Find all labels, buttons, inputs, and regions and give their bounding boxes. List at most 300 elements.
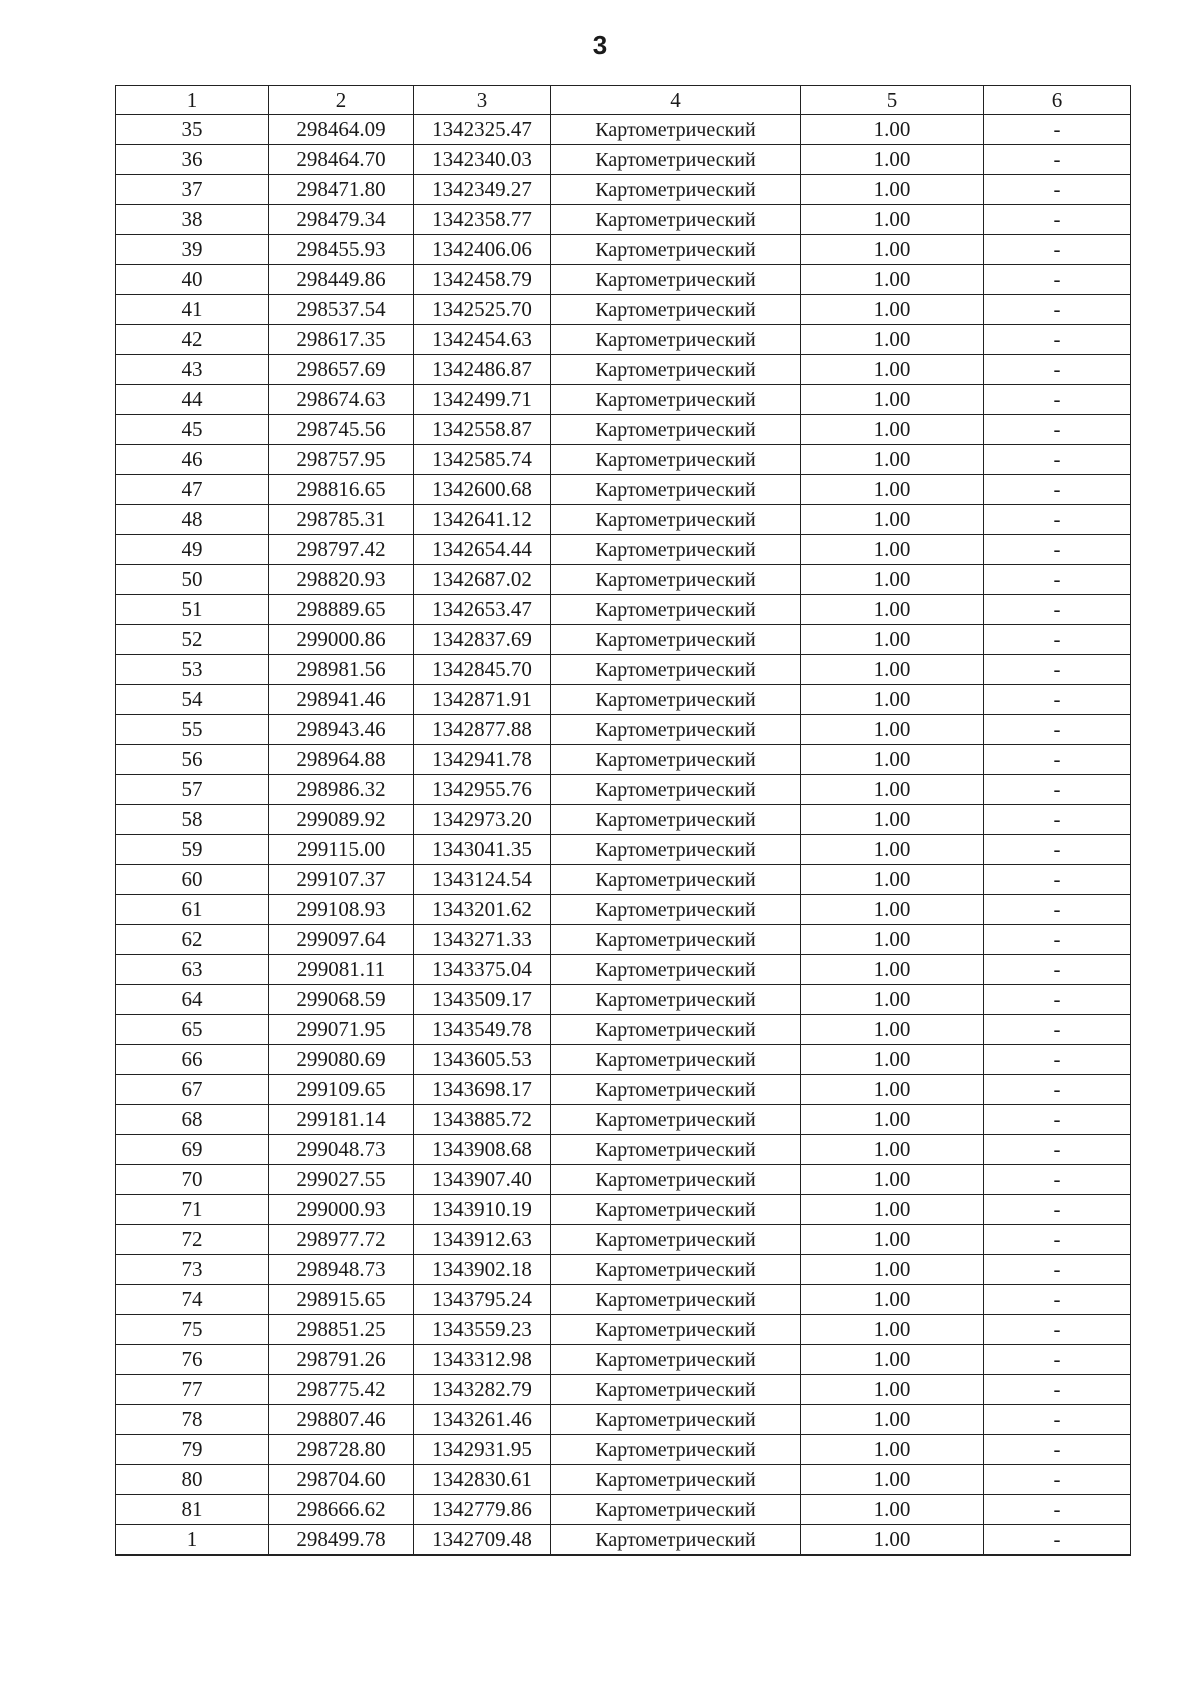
y-coordinate-cell: 1342641.12 — [414, 505, 551, 535]
point-number-cell: 81 — [116, 1495, 269, 1525]
y-coordinate-cell: 1342709.48 — [414, 1525, 551, 1556]
point-number-cell: 65 — [116, 1015, 269, 1045]
table-row — [116, 1195, 1131, 1225]
note-cell: - — [984, 625, 1131, 655]
accuracy-cell: 1.00 — [801, 895, 984, 925]
table-row — [116, 115, 1131, 145]
table-row — [116, 775, 1131, 805]
x-coordinate-cell: 298986.32 — [269, 775, 414, 805]
x-coordinate-cell: 299181.14 — [269, 1105, 414, 1135]
note-cell: - — [984, 295, 1131, 325]
note-cell: - — [984, 355, 1131, 385]
x-coordinate-cell: 298775.42 — [269, 1375, 414, 1405]
table-row — [116, 1135, 1131, 1165]
y-coordinate-cell: 1343907.40 — [414, 1165, 551, 1195]
note-cell: - — [984, 565, 1131, 595]
method-cell: Картометрический — [551, 1465, 801, 1495]
method-cell: Картометрический — [551, 1375, 801, 1405]
x-coordinate-cell: 298941.46 — [269, 685, 414, 715]
table-row — [116, 715, 1131, 745]
note-cell: - — [984, 505, 1131, 535]
accuracy-cell: 1.00 — [801, 955, 984, 985]
y-coordinate-cell: 1343902.18 — [414, 1255, 551, 1285]
method-cell: Картометрический — [551, 1075, 801, 1105]
note-cell: - — [984, 1315, 1131, 1345]
method-cell: Картометрический — [551, 445, 801, 475]
accuracy-cell: 1.00 — [801, 1195, 984, 1225]
table-row — [116, 925, 1131, 955]
note-cell: - — [984, 1135, 1131, 1165]
x-coordinate-cell: 298666.62 — [269, 1495, 414, 1525]
accuracy-cell: 1.00 — [801, 925, 984, 955]
point-number-cell: 73 — [116, 1255, 269, 1285]
y-coordinate-cell: 1343912.63 — [414, 1225, 551, 1255]
point-number-cell: 79 — [116, 1435, 269, 1465]
method-cell: Картометрический — [551, 625, 801, 655]
method-cell: Картометрический — [551, 475, 801, 505]
point-number-cell: 54 — [116, 685, 269, 715]
table-row — [116, 745, 1131, 775]
accuracy-cell: 1.00 — [801, 175, 984, 205]
y-coordinate-cell: 1342499.71 — [414, 385, 551, 415]
accuracy-cell: 1.00 — [801, 295, 984, 325]
accuracy-cell: 1.00 — [801, 1075, 984, 1105]
point-number-cell: 42 — [116, 325, 269, 355]
accuracy-cell: 1.00 — [801, 985, 984, 1015]
table-row — [116, 1015, 1131, 1045]
note-cell: - — [984, 1015, 1131, 1045]
accuracy-cell: 1.00 — [801, 475, 984, 505]
column-header: 5 — [801, 86, 984, 115]
method-cell: Картометрический — [551, 1285, 801, 1315]
table-row — [116, 1165, 1131, 1195]
x-coordinate-cell: 298449.86 — [269, 265, 414, 295]
method-cell: Картометрический — [551, 355, 801, 385]
accuracy-cell: 1.00 — [801, 1045, 984, 1075]
accuracy-cell: 1.00 — [801, 775, 984, 805]
column-header: 3 — [414, 86, 551, 115]
y-coordinate-cell: 1342340.03 — [414, 145, 551, 175]
accuracy-cell: 1.00 — [801, 205, 984, 235]
method-cell: Картометрический — [551, 1525, 801, 1556]
x-coordinate-cell: 298964.88 — [269, 745, 414, 775]
accuracy-cell: 1.00 — [801, 625, 984, 655]
point-number-cell: 66 — [116, 1045, 269, 1075]
table-row — [116, 1345, 1131, 1375]
x-coordinate-cell: 299027.55 — [269, 1165, 414, 1195]
point-number-cell: 77 — [116, 1375, 269, 1405]
table-body — [116, 115, 1131, 1556]
accuracy-cell: 1.00 — [801, 1525, 984, 1556]
point-number-cell: 64 — [116, 985, 269, 1015]
point-number-cell: 55 — [116, 715, 269, 745]
x-coordinate-cell: 298977.72 — [269, 1225, 414, 1255]
x-coordinate-cell: 299071.95 — [269, 1015, 414, 1045]
table-row — [116, 865, 1131, 895]
x-coordinate-cell: 299048.73 — [269, 1135, 414, 1165]
method-cell: Картометрический — [551, 1195, 801, 1225]
y-coordinate-cell: 1342931.95 — [414, 1435, 551, 1465]
point-number-cell: 43 — [116, 355, 269, 385]
point-number-cell: 80 — [116, 1465, 269, 1495]
method-cell: Картометрический — [551, 175, 801, 205]
note-cell: - — [984, 715, 1131, 745]
accuracy-cell: 1.00 — [801, 415, 984, 445]
x-coordinate-cell: 298915.65 — [269, 1285, 414, 1315]
y-coordinate-cell: 1342486.87 — [414, 355, 551, 385]
method-cell: Картометрический — [551, 1015, 801, 1045]
point-number-cell: 57 — [116, 775, 269, 805]
y-coordinate-cell: 1342973.20 — [414, 805, 551, 835]
method-cell: Картометрический — [551, 955, 801, 985]
x-coordinate-cell: 299107.37 — [269, 865, 414, 895]
method-cell: Картометрический — [551, 715, 801, 745]
x-coordinate-cell: 298704.60 — [269, 1465, 414, 1495]
table-row — [116, 1075, 1131, 1105]
accuracy-cell: 1.00 — [801, 1015, 984, 1045]
y-coordinate-cell: 1343261.46 — [414, 1405, 551, 1435]
point-number-cell: 56 — [116, 745, 269, 775]
method-cell: Картометрический — [551, 265, 801, 295]
y-coordinate-cell: 1342845.70 — [414, 655, 551, 685]
method-cell: Картометрический — [551, 505, 801, 535]
y-coordinate-cell: 1343375.04 — [414, 955, 551, 985]
header-row — [116, 86, 1131, 115]
point-number-cell: 69 — [116, 1135, 269, 1165]
table-row — [116, 1105, 1131, 1135]
method-cell: Картометрический — [551, 565, 801, 595]
table-row — [116, 895, 1131, 925]
x-coordinate-cell: 298657.69 — [269, 355, 414, 385]
point-number-cell: 44 — [116, 385, 269, 415]
y-coordinate-cell: 1342871.91 — [414, 685, 551, 715]
x-coordinate-cell: 298674.63 — [269, 385, 414, 415]
method-cell: Картометрический — [551, 1045, 801, 1075]
y-coordinate-cell: 1343885.72 — [414, 1105, 551, 1135]
table-row — [116, 1495, 1131, 1525]
note-cell: - — [984, 955, 1131, 985]
note-cell: - — [984, 1435, 1131, 1465]
x-coordinate-cell: 298820.93 — [269, 565, 414, 595]
table-row — [116, 1375, 1131, 1405]
note-cell: - — [984, 595, 1131, 625]
y-coordinate-cell: 1343312.98 — [414, 1345, 551, 1375]
note-cell: - — [984, 1105, 1131, 1135]
accuracy-cell: 1.00 — [801, 1465, 984, 1495]
table-row — [116, 685, 1131, 715]
x-coordinate-cell: 299108.93 — [269, 895, 414, 925]
point-number-cell: 35 — [116, 115, 269, 145]
accuracy-cell: 1.00 — [801, 445, 984, 475]
accuracy-cell: 1.00 — [801, 865, 984, 895]
coordinates-table — [115, 85, 1131, 1556]
method-cell: Картометрический — [551, 385, 801, 415]
y-coordinate-cell: 1342654.44 — [414, 535, 551, 565]
note-cell: - — [984, 1195, 1131, 1225]
note-cell: - — [984, 685, 1131, 715]
y-coordinate-cell: 1342687.02 — [414, 565, 551, 595]
accuracy-cell: 1.00 — [801, 805, 984, 835]
x-coordinate-cell: 298537.54 — [269, 295, 414, 325]
y-coordinate-cell: 1342830.61 — [414, 1465, 551, 1495]
y-coordinate-cell: 1342325.47 — [414, 115, 551, 145]
table-row — [116, 1255, 1131, 1285]
point-number-cell: 74 — [116, 1285, 269, 1315]
note-cell: - — [984, 205, 1131, 235]
point-number-cell: 51 — [116, 595, 269, 625]
point-number-cell: 53 — [116, 655, 269, 685]
point-number-cell: 76 — [116, 1345, 269, 1375]
accuracy-cell: 1.00 — [801, 1315, 984, 1345]
point-number-cell: 38 — [116, 205, 269, 235]
note-cell: - — [984, 985, 1131, 1015]
y-coordinate-cell: 1343124.54 — [414, 865, 551, 895]
x-coordinate-cell: 298728.80 — [269, 1435, 414, 1465]
y-coordinate-cell: 1343201.62 — [414, 895, 551, 925]
note-cell: - — [984, 1285, 1131, 1315]
accuracy-cell: 1.00 — [801, 145, 984, 175]
note-cell: - — [984, 925, 1131, 955]
x-coordinate-cell: 299109.65 — [269, 1075, 414, 1105]
table-row — [116, 385, 1131, 415]
method-cell: Картометрический — [551, 1105, 801, 1135]
method-cell: Картометрический — [551, 865, 801, 895]
point-number-cell: 48 — [116, 505, 269, 535]
accuracy-cell: 1.00 — [801, 685, 984, 715]
x-coordinate-cell: 299115.00 — [269, 835, 414, 865]
point-number-cell: 46 — [116, 445, 269, 475]
point-number-cell: 36 — [116, 145, 269, 175]
x-coordinate-cell: 298499.78 — [269, 1525, 414, 1556]
point-number-cell: 41 — [116, 295, 269, 325]
note-cell: - — [984, 265, 1131, 295]
table-row — [116, 655, 1131, 685]
table-row — [116, 445, 1131, 475]
method-cell: Картометрический — [551, 895, 801, 925]
method-cell: Картометрический — [551, 1315, 801, 1345]
note-cell: - — [984, 745, 1131, 775]
y-coordinate-cell: 1343910.19 — [414, 1195, 551, 1225]
accuracy-cell: 1.00 — [801, 325, 984, 355]
accuracy-cell: 1.00 — [801, 505, 984, 535]
page-number: 3 — [592, 30, 608, 60]
x-coordinate-cell: 298464.70 — [269, 145, 414, 175]
table-row — [116, 1315, 1131, 1345]
x-coordinate-cell: 298757.95 — [269, 445, 414, 475]
x-coordinate-cell: 298479.34 — [269, 205, 414, 235]
note-cell: - — [984, 535, 1131, 565]
accuracy-cell: 1.00 — [801, 385, 984, 415]
method-cell: Картометрический — [551, 595, 801, 625]
method-cell: Картометрический — [551, 145, 801, 175]
column-header: 6 — [984, 86, 1131, 115]
note-cell: - — [984, 655, 1131, 685]
y-coordinate-cell: 1342600.68 — [414, 475, 551, 505]
method-cell: Картометрический — [551, 985, 801, 1015]
y-coordinate-cell: 1343559.23 — [414, 1315, 551, 1345]
note-cell: - — [984, 415, 1131, 445]
table-row — [116, 415, 1131, 445]
x-coordinate-cell: 298745.56 — [269, 415, 414, 445]
point-number-cell: 63 — [116, 955, 269, 985]
accuracy-cell: 1.00 — [801, 565, 984, 595]
point-number-cell: 78 — [116, 1405, 269, 1435]
method-cell: Картометрический — [551, 325, 801, 355]
table-row — [116, 1465, 1131, 1495]
y-coordinate-cell: 1342779.86 — [414, 1495, 551, 1525]
note-cell: - — [984, 1465, 1131, 1495]
accuracy-cell: 1.00 — [801, 595, 984, 625]
method-cell: Картометрический — [551, 535, 801, 565]
y-coordinate-cell: 1343698.17 — [414, 1075, 551, 1105]
table-row — [116, 295, 1131, 325]
point-number-cell: 49 — [116, 535, 269, 565]
accuracy-cell: 1.00 — [801, 235, 984, 265]
accuracy-cell: 1.00 — [801, 1405, 984, 1435]
x-coordinate-cell: 298943.46 — [269, 715, 414, 745]
y-coordinate-cell: 1342525.70 — [414, 295, 551, 325]
point-number-cell: 45 — [116, 415, 269, 445]
table-row — [116, 265, 1131, 295]
table-row — [116, 835, 1131, 865]
note-cell: - — [984, 1165, 1131, 1195]
note-cell: - — [984, 1255, 1131, 1285]
note-cell: - — [984, 325, 1131, 355]
note-cell: - — [984, 1405, 1131, 1435]
y-coordinate-cell: 1342454.63 — [414, 325, 551, 355]
method-cell: Картометрический — [551, 745, 801, 775]
note-cell: - — [984, 1345, 1131, 1375]
x-coordinate-cell: 298464.09 — [269, 115, 414, 145]
point-number-cell: 1 — [116, 1525, 269, 1556]
method-cell: Картометрический — [551, 835, 801, 865]
x-coordinate-cell: 299097.64 — [269, 925, 414, 955]
y-coordinate-cell: 1342358.77 — [414, 205, 551, 235]
point-number-cell: 50 — [116, 565, 269, 595]
table-row — [116, 1285, 1131, 1315]
y-coordinate-cell: 1342349.27 — [414, 175, 551, 205]
accuracy-cell: 1.00 — [801, 1345, 984, 1375]
point-number-cell: 72 — [116, 1225, 269, 1255]
point-number-cell: 40 — [116, 265, 269, 295]
y-coordinate-cell: 1343509.17 — [414, 985, 551, 1015]
note-cell: - — [984, 835, 1131, 865]
x-coordinate-cell: 298791.26 — [269, 1345, 414, 1375]
accuracy-cell: 1.00 — [801, 835, 984, 865]
column-header: 2 — [269, 86, 414, 115]
x-coordinate-cell: 299068.59 — [269, 985, 414, 1015]
table-row — [116, 175, 1131, 205]
table-row — [116, 1405, 1131, 1435]
note-cell: - — [984, 175, 1131, 205]
x-coordinate-cell: 298981.56 — [269, 655, 414, 685]
point-number-cell: 68 — [116, 1105, 269, 1135]
table-row — [116, 205, 1131, 235]
accuracy-cell: 1.00 — [801, 355, 984, 385]
accuracy-cell: 1.00 — [801, 115, 984, 145]
point-number-cell: 58 — [116, 805, 269, 835]
method-cell: Картометрический — [551, 415, 801, 445]
table-row — [116, 145, 1131, 175]
point-number-cell: 71 — [116, 1195, 269, 1225]
table-row — [116, 805, 1131, 835]
point-number-cell: 75 — [116, 1315, 269, 1345]
table-row — [116, 1045, 1131, 1075]
table-row — [116, 595, 1131, 625]
note-cell: - — [984, 385, 1131, 415]
note-cell: - — [984, 1075, 1131, 1105]
method-cell: Картометрический — [551, 1345, 801, 1375]
method-cell: Картометрический — [551, 1165, 801, 1195]
table-row — [116, 955, 1131, 985]
method-cell: Картометрический — [551, 775, 801, 805]
y-coordinate-cell: 1342837.69 — [414, 625, 551, 655]
method-cell: Картометрический — [551, 1405, 801, 1435]
note-cell: - — [984, 775, 1131, 805]
y-coordinate-cell: 1343041.35 — [414, 835, 551, 865]
method-cell: Картометрический — [551, 655, 801, 685]
point-number-cell: 62 — [116, 925, 269, 955]
y-coordinate-cell: 1343271.33 — [414, 925, 551, 955]
accuracy-cell: 1.00 — [801, 1135, 984, 1165]
note-cell: - — [984, 1225, 1131, 1255]
point-number-cell: 59 — [116, 835, 269, 865]
method-cell: Картометрический — [551, 115, 801, 145]
accuracy-cell: 1.00 — [801, 1105, 984, 1135]
note-cell: - — [984, 145, 1131, 175]
note-cell: - — [984, 865, 1131, 895]
note-cell: - — [984, 445, 1131, 475]
y-coordinate-cell: 1343549.78 — [414, 1015, 551, 1045]
note-cell: - — [984, 805, 1131, 835]
method-cell: Картометрический — [551, 1495, 801, 1525]
y-coordinate-cell: 1343795.24 — [414, 1285, 551, 1315]
y-coordinate-cell: 1343605.53 — [414, 1045, 551, 1075]
table-row — [116, 325, 1131, 355]
point-number-cell: 60 — [116, 865, 269, 895]
x-coordinate-cell: 298816.65 — [269, 475, 414, 505]
note-cell: - — [984, 1495, 1131, 1525]
accuracy-cell: 1.00 — [801, 1165, 984, 1195]
y-coordinate-cell: 1342955.76 — [414, 775, 551, 805]
x-coordinate-cell: 298807.46 — [269, 1405, 414, 1435]
table-row — [116, 565, 1131, 595]
table-row — [116, 505, 1131, 535]
y-coordinate-cell: 1342558.87 — [414, 415, 551, 445]
note-cell: - — [984, 1375, 1131, 1405]
y-coordinate-cell: 1342877.88 — [414, 715, 551, 745]
accuracy-cell: 1.00 — [801, 655, 984, 685]
x-coordinate-cell: 298471.80 — [269, 175, 414, 205]
y-coordinate-cell: 1342458.79 — [414, 265, 551, 295]
note-cell: - — [984, 895, 1131, 925]
y-coordinate-cell: 1342941.78 — [414, 745, 551, 775]
x-coordinate-cell: 298617.35 — [269, 325, 414, 355]
note-cell: - — [984, 1525, 1131, 1556]
point-number-cell: 67 — [116, 1075, 269, 1105]
point-number-cell: 52 — [116, 625, 269, 655]
method-cell: Картометрический — [551, 685, 801, 715]
y-coordinate-cell: 1342406.06 — [414, 235, 551, 265]
x-coordinate-cell: 298455.93 — [269, 235, 414, 265]
method-cell: Картометрический — [551, 1135, 801, 1165]
accuracy-cell: 1.00 — [801, 715, 984, 745]
table-row — [116, 1435, 1131, 1465]
method-cell: Картометрический — [551, 805, 801, 835]
note-cell: - — [984, 475, 1131, 505]
x-coordinate-cell: 299000.93 — [269, 1195, 414, 1225]
point-number-cell: 47 — [116, 475, 269, 505]
